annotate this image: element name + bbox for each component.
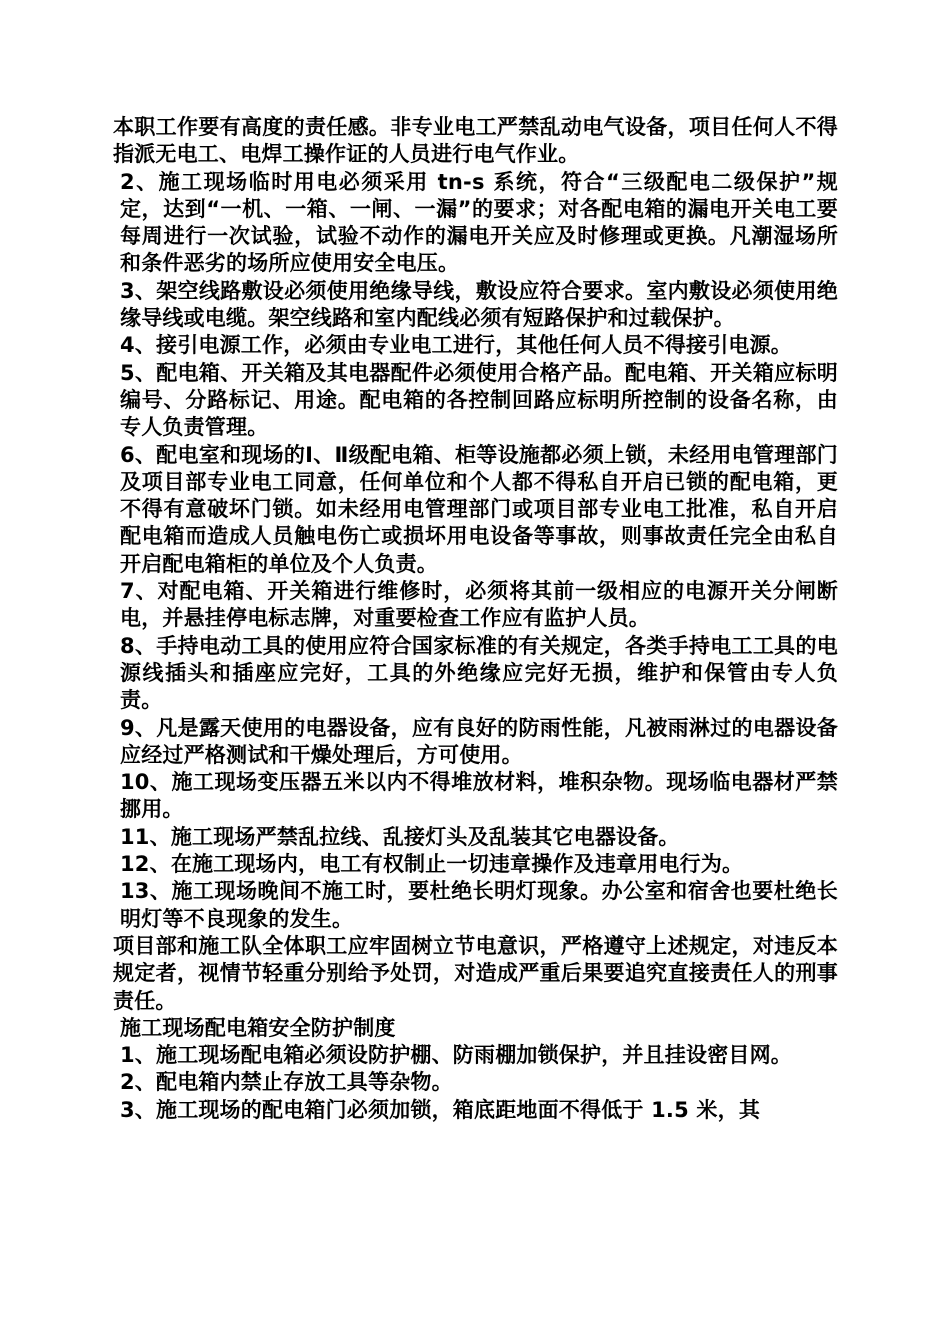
paragraph-item-9: 9、凡是露天使用的电器设备，应有良好的防雨性能，凡被雨淋过的电器设备应经过严格测试和干燥处理后，方可使用。 (120, 715, 838, 767)
paragraph-item-6: 6、配电室和现场的Ⅰ、Ⅱ级配电箱、柜等设施都必须上锁，未经用电管理部门及项目部专业电工同意，任何单位和个人都不得私自开启已锁的配电箱，更不得有意破坏门锁。如未经用电管理部门或项目部专业电工批准，私自开启配电箱而造成人员触电伤亡或损坏用电设备等事故，则事故责任完全由私自开启配电箱柜的单位及个人负责。 (120, 442, 838, 576)
paragraph-summary: 项目部和施工队全体职工应牢固树立节电意识，严格遵守上述规定，对违反本规定者，视情节轻重分别给予处罚，对造成严重后果要追究直接责任人的刑事责任。 (113, 933, 838, 1013)
paragraph-item-10: 10、施工现场变压器五米以内不得堆放材料，堆积杂物。现场临电器材严禁挪用。 (120, 770, 838, 822)
paragraph-item-11: 11、施工现场严禁乱拉线、乱接灯头及乱装其它电器设备。 (120, 824, 680, 849)
paragraph-box-item-3: 3、施工现场的配电箱门必须加锁，箱底距地面不得低于 1.5 米，其 (120, 1097, 761, 1122)
paragraph-item-2: 2、施工现场临时用电必须采用 tn-s 系统，符合“三级配电二级保护”规定，达到“一机、一箱、一闸、一漏”的要求；对各配电箱的漏电开关电工要每周进行一次试验，试验不动作的漏电开关应及时修理或更换。凡潮湿场所和条件恶劣的场所应使用安全电压。 (120, 169, 838, 276)
paragraph-item-4: 4、接引电源工作，必须由专业电工进行，其他任何人员不得接引电源。 (120, 333, 793, 358)
paragraph-item-3: 3、架空线路敷设必须使用绝缘导线，敷设应符合要求。室内敷设必须使用绝缘导线或电缆。架空线路和室内配线必须有短路保护和过载保护。 (120, 278, 838, 331)
section-heading: 施工现场配电箱安全防护制度 (120, 1015, 396, 1040)
document-body (113, 114, 838, 1124)
paragraph-box-item-1: 1、施工现场配电箱必须设防护棚、防雨棚加锁保护，并且挂设密目网。 (120, 1043, 793, 1068)
paragraph-box-item-2: 2、配电箱内禁止存放工具等杂物。 (120, 1070, 453, 1095)
paragraph-item-8: 8、手持电动工具的使用应符合国家标准的有关规定，各类手持电工工具的电源线插头和插座应完好，工具的外绝缘应完好无损，维护和保管由专人负责。 (120, 633, 838, 713)
paragraph-item-13: 13、施工现场晚间不施工时，要杜绝长明灯现象。办公室和宿舍也要杜绝长明灯等不良现象的发生。 (120, 879, 838, 931)
paragraph-item-7: 7、对配电箱、开关箱进行维修时，必须将其前一级相应的电源开关分闸断电，并悬挂停电标志牌，对重要检查工作应有监护人员。 (120, 579, 838, 631)
paragraph-continuation: 本职工作要有高度的责任感。非专业电工严禁乱动电气设备，项目任何人不得指派无电工、电焊工操作证的人员进行电气作业。 (113, 115, 838, 167)
paragraph-item-5: 5、配电箱、开关箱及其电器配件必须使用合格产品。配电箱、开关箱应标明编号、分路标记、用途。配电箱的各控制回路应标明所控制的设备名称，由专人负责管理。 (120, 360, 838, 440)
paragraph-item-12: 12、在施工现场内，电工有权制止一切违章操作及违章用电行为。 (120, 852, 744, 877)
